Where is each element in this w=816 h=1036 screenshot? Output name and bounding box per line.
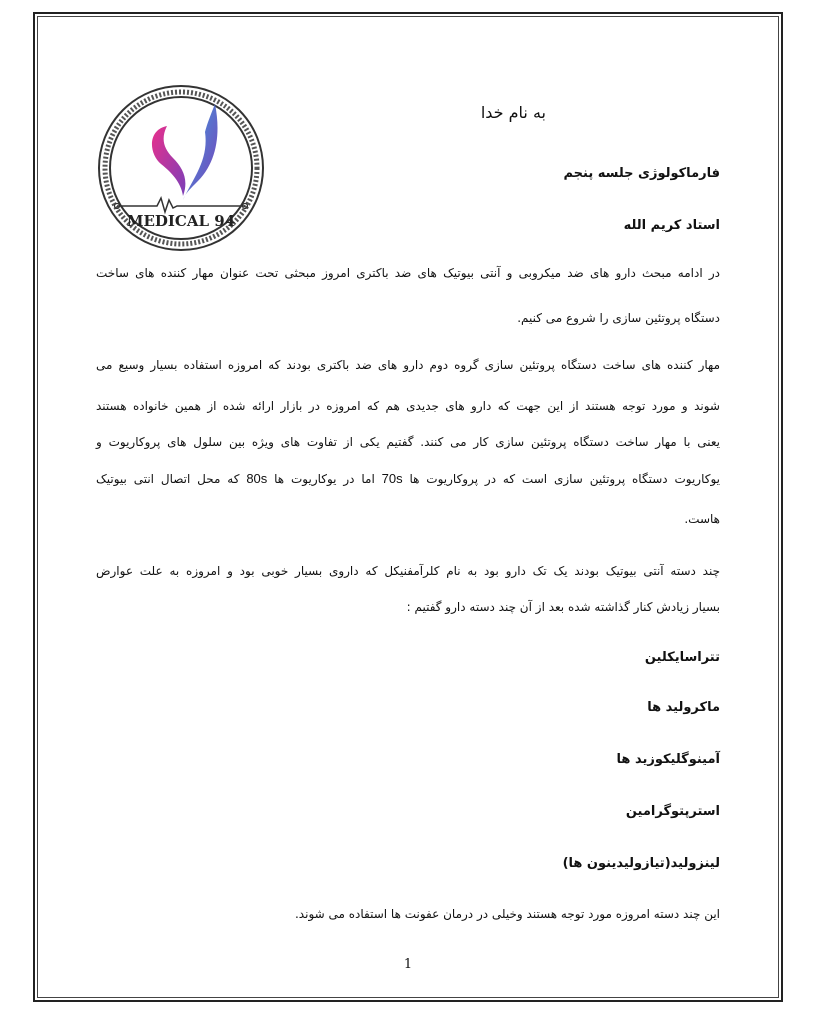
medical-94-logo: [97, 84, 265, 252]
closing-sentence: این چند دسته امروزه مورد توجه هستند وخیلی در درمان عفونت ها استفاده می شوند.: [294, 907, 720, 921]
page-title: به نام خدا: [480, 103, 546, 122]
lecturer-heading: استاد کریم الله: [623, 218, 720, 233]
paragraph-2-line-3: یعنی با مهار ساخت دستگاه پروتئین سازی کار می کنند. گفتیم یکی از تفاوت های ویژه بین سلول های پروکاریوت و: [96, 435, 720, 449]
drug-class-linezolid: لینزولید(تیازولیدینون ها): [562, 856, 720, 871]
paragraph-2-line-1: مهار کننده های ساخت دستگاه پروتئین سازی گروه دوم دارو های ضد باکتری بودند که امروزه استفاده بسیار وسیع می: [96, 358, 720, 372]
drug-class-streptogramin: استرپتوگرامین: [625, 804, 720, 819]
paragraph-3-line-1: چند دسته آنتی بیوتیک بودند یک تک دارو بود به نام کلرآمفنیکل که داروی بسیار خوبی بود و امروزه به علت عوارض: [96, 564, 720, 578]
paragraph-1-line-1: در ادامه مبحث دارو های ضد میکروبی و آنتی بیوتیک های ضد باکتری امروز مبحثی تحت عنوان مهار کننده های ساخت: [96, 266, 720, 280]
drug-class-aminoglycosides: آمینوگلیکوزید ها: [616, 752, 720, 767]
page-number: 1: [403, 957, 413, 972]
paragraph-3-line-2: بسیار زیادش کنار گذاشته شده بعد از آن چند دسته دارو گفتیم :: [406, 600, 720, 614]
subject-heading: فارماکولوژی جلسه پنجم: [563, 166, 720, 181]
paragraph-1-line-2: دستگاه پروتئین سازی را شروع می کنیم.: [517, 311, 720, 325]
drug-class-tetracycline: تتراسایکلین: [644, 650, 720, 665]
paragraph-2-line-5: هاست.: [684, 512, 720, 526]
drug-class-macrolides: ماکرولید ها: [647, 700, 720, 715]
paragraph-2-line-4: یوکاریوت دستگاه پروتئین سازی است که در پروکاریوت ها 70s اما در یوکاریوت ها 80s که محل اتصال انتی بیوتیک: [96, 471, 721, 486]
paragraph-2-line-2: شوند و مورد توجه هستند از این جهت که دارو های جدیدی هم که امروزه در بازار ارائه شده از همین خانواده هستند: [96, 399, 720, 413]
logo-text: MEDICAL 94: [126, 212, 236, 230]
